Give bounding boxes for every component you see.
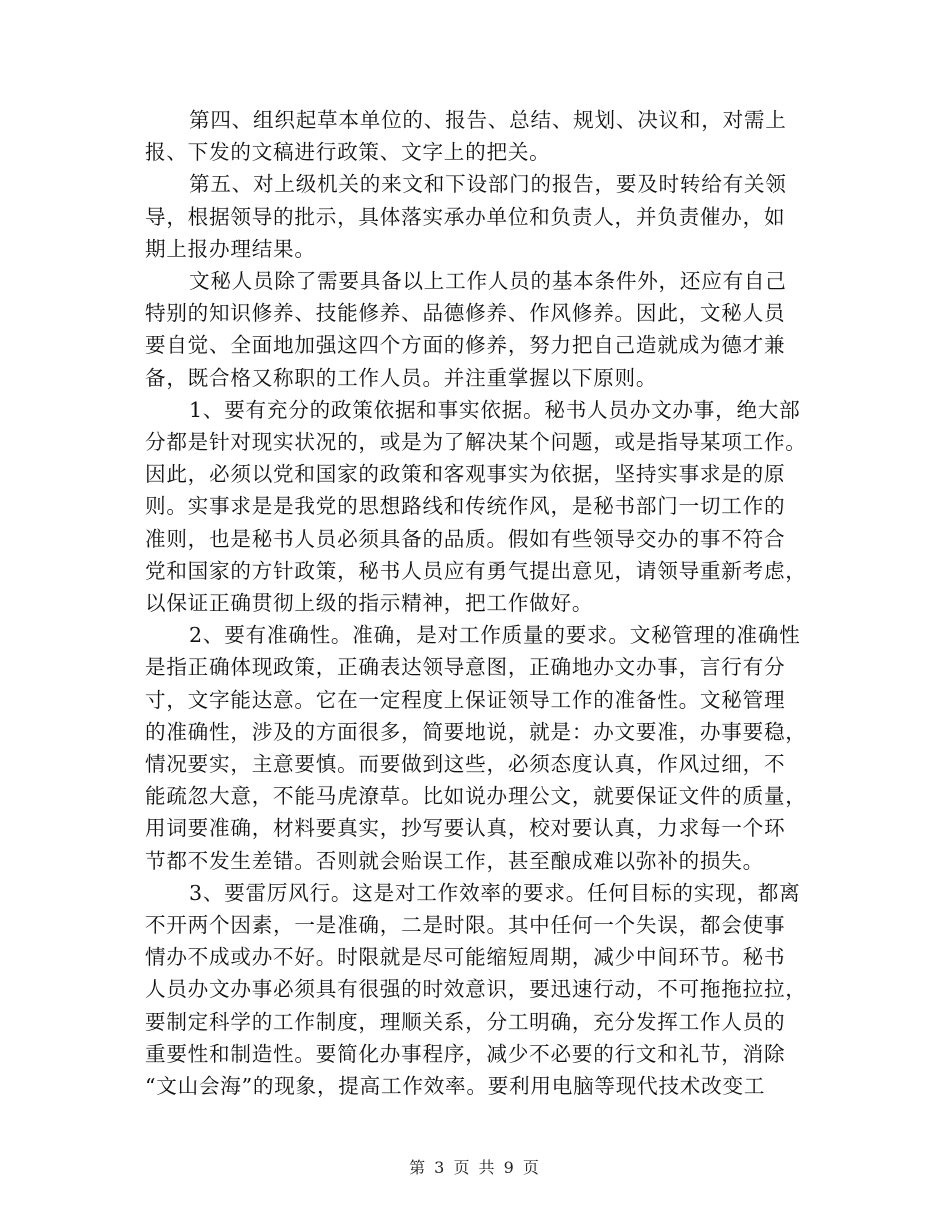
paragraph-duty-four [145, 104, 810, 168]
paragraph-principle-two [145, 619, 810, 877]
text-line: 备，既合格又称职的工作人员。并注重掌握以下原则。 [145, 365, 658, 390]
text-line: 特别的知识修养、技能修养、品德修养、作风修养。因此，文秘人员 [145, 301, 786, 326]
text-line: 节都不发生差错。否则就会贻误工作，甚至酿成难以弥补的损失。 [145, 848, 764, 873]
text-line: 要自觉、全面地加强这四个方面的修养，努力把自己造就成为德才兼 [145, 333, 786, 358]
paragraph-duty-five [145, 168, 810, 265]
paragraph-principle-one [145, 394, 810, 619]
text-line: 因此，必须以党和国家的政策和客观事实为依据，坚持实事求是的原 [145, 462, 786, 487]
text-line: 分都是针对现实状况的，或是为了解决某个问题，或是指导某项工作。 [145, 430, 807, 455]
document-body [145, 104, 810, 1102]
text-line: 党和国家的方针政策，秘书人员应有勇气提出意见，请领导重新考虑， [145, 558, 807, 583]
text-line: 情况要实，主意要慎。而要做到这些，必须态度认真，作风过细，不 [145, 752, 786, 777]
text-line: 用词要准确，材料要真实，抄写要认真，校对要认真，力求每一个环 [145, 816, 786, 841]
text-line: 准则，也是秘书人员必须具备的品质。假如有些领导交办的事不符合 [145, 526, 786, 551]
text-line: 不开两个因素，一是准确，二是时限。其中任何一个失误，都会使事 [145, 913, 786, 938]
page-number-footer: 第 3 页 共 9 页 [409, 1158, 541, 1177]
text-line: 要制定科学的工作制度，理顺关系，分工明确，充分发挥工作人员的 [145, 1009, 786, 1034]
text-line: 寸，文字能达意。它在一定程度上保证领导工作的准备性。文秘管理 [145, 687, 786, 712]
text-line: 报、下发的文稿进行政策、文字上的把关。 [145, 140, 551, 165]
text-line: 第五、对上级机关的来文和下设部门的报告，要及时转给有关领 [189, 172, 787, 197]
text-line: 第四、组织起草本单位的、报告、总结、规划、决议和，对需上 [189, 108, 787, 132]
text-line: 是指正确体现政策，正确表达领导意图，正确地办文办事，言行有分 [145, 655, 786, 680]
text-line: 以保证正确贯彻上级的指示精神，把工作做好。 [145, 591, 594, 616]
text-line: 情办不成或办不好。时限就是尽可能缩短周期，减少中间环节。秘书 [145, 945, 786, 970]
text-line: 能疏忽大意，不能马虎潦草。比如说办理公文，就要保证文件的质量， [145, 784, 807, 809]
text-line: 人员办文办事必须具有很强的时效意识，要迅速行动，不可拖拖拉拉， [145, 977, 807, 1002]
text-line: 期上报办理结果。 [145, 236, 316, 261]
text-line: 导，根据领导的批示，具体落实承办单位和负责人，并负责催办，如 [145, 204, 786, 229]
text-line: 则。实事求是是我党的思想路线和传统作风，是秘书部门一切工作的 [145, 494, 786, 519]
text-line: 的准确性，涉及的方面很多，简要地说，就是：办文要准，办事要稳， [145, 719, 807, 744]
text-line: “文山会海”的现象，提高工作效率。要利用电脑等现代技术改变工 [145, 1074, 766, 1099]
paragraph-secretary-qualities [145, 265, 810, 394]
paragraph-principle-three [145, 877, 810, 1102]
text-line: 3、要雷厉风行。这是对工作效率的要求。任何目标的实现，都离 [189, 880, 801, 905]
text-line: 重要性和制造性。要简化办事程序，减少不必要的行文和礼节，消除 [145, 1041, 786, 1066]
text-line: 文秘人员除了需要具备以上工作人员的基本条件外，还应有自己 [189, 269, 787, 294]
text-line: 1、要有充分的政策依据和事实依据。秘书人员办文办事，绝大部 [189, 397, 801, 422]
text-line: 2、要有准确性。准确，是对工作质量的要求。文秘管理的准确性 [189, 623, 801, 648]
